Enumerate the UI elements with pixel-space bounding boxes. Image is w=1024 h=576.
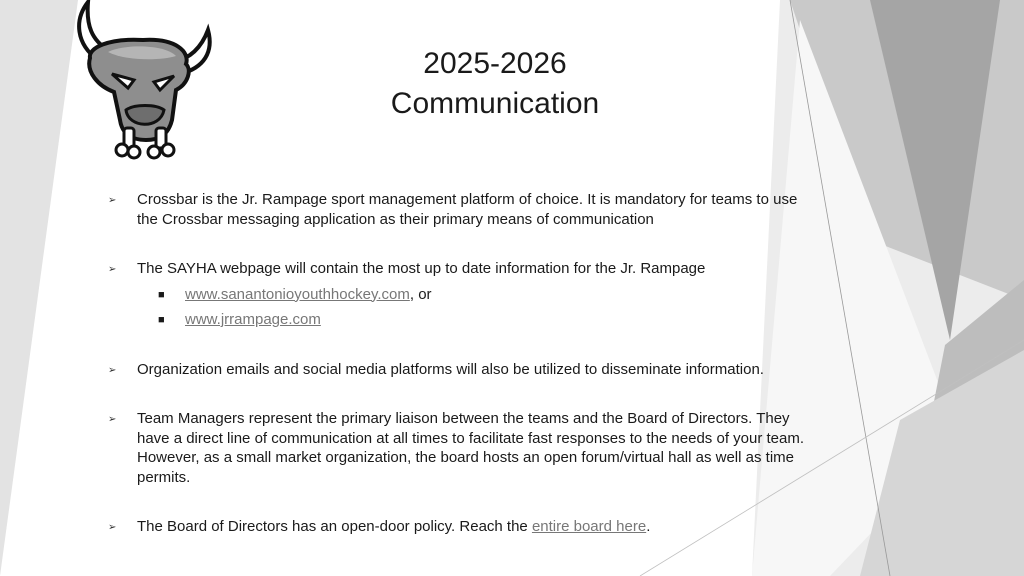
title-line-1: 2025-2026 — [423, 47, 567, 80]
bullet-text-after: . — [646, 518, 651, 535]
entire-board-link[interactable]: entire board here — [531, 518, 647, 535]
bullet-text: Organization emails and social media platforms will also be utilized to disseminate information. — [137, 360, 764, 378]
bullet-team-managers — [108, 409, 808, 487]
square-bullet-icon: ■ — [158, 314, 165, 326]
bullet-text: Team Managers represent the primary liaison between the teams and the Board of Directors. They have a direct line of communication at all times to facilitate fast responses to the needs of your team. However, as a small market organization, the board hosts an open forum/virtual hall as well as time permits. — [137, 410, 805, 486]
sanantonioyouthhockey-link[interactable]: www.sanantonioyouthhockey.com — [185, 285, 410, 303]
bullet-crossbar — [108, 190, 808, 229]
title-line-2: Communication — [390, 87, 600, 120]
bullet-text-before: The Board of Directors has an open-door policy. Reach the — [137, 518, 532, 535]
bullet-text: Crossbar is the Jr. Rampage sport management platform of choice. It is mandatory for teams to use the Crossbar messaging application as their primary means of communication — [137, 191, 798, 228]
arrow-bullet-icon: ➢ — [108, 264, 117, 275]
arrow-bullet-icon: ➢ — [108, 364, 117, 376]
sub-item-jrrampage-link — [137, 310, 808, 330]
bullet-emails-social — [108, 360, 808, 380]
bullet-text: The SAYHA webpage will contain the most up to date information for the Jr. Rampage — [137, 260, 706, 277]
bullet-board-open-door — [108, 517, 808, 537]
slide-title — [345, 44, 645, 124]
bull-head-logo-icon — [68, 0, 218, 160]
sub-item-sayha-link — [137, 285, 808, 305]
bullet-list — [108, 190, 808, 537]
jrrampage-link[interactable]: www.jrrampage.com — [185, 311, 321, 328]
left-gray-band — [0, 0, 78, 576]
arrow-bullet-icon: ➢ — [108, 414, 117, 425]
square-bullet-icon: ■ — [158, 288, 165, 301]
sub-item-suffix: , or — [409, 285, 432, 303]
arrow-bullet-icon: ➢ — [108, 195, 117, 206]
bullet-sayha-webpage — [108, 259, 808, 330]
arrow-bullet-icon: ➢ — [108, 522, 117, 533]
